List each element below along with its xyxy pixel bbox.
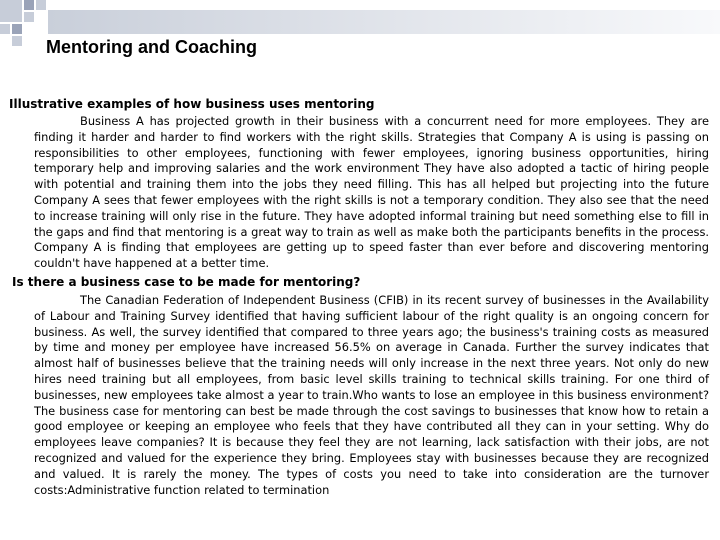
slide-title: Mentoring and Coaching [46,37,257,57]
section-paragraph: The Canadian Federation of Independent Business (CFIB) in its recent survey of businesses in the Availability of Labour and Training Survey identified that having sufficient labour of the right quality is an ongoing concern for business. As well, the survey identified that compared to three years ago; the business's training costs as measured by time and money per employee have increased 56.5% on average in Canada. Further the survey indicates that almost half of businesses believe that the training needs will only increase in the next three years. Not only do new hires need training but all employees, from basic level skills training to technical skills training. For one third of businesses, new employees take almost a year to train.Who wants to lose an employee in this business environment? The business case for mentoring can best be made through the cost savings to businesses that know how to retain a good employee or keeping an employee who feels that they have contributed all they can in your setting. Why do employees leave companies? It is because they feel they are not learning, lack satisfaction with their jobs, are not recognized and valued for the experience they bring. Employees stay with businesses because they are recognized and valued. It is rarely the money. The types of costs you need to take into consideration are the turnover costs:Administrative function related to termination [34,293,709,497]
decorative-square [24,0,34,10]
decorative-square [12,24,22,34]
section-heading: Illustrative examples of how business uses mentoring [9,97,375,111]
decorative-square [12,36,22,46]
decorative-square [0,24,10,34]
section-paragraph: Business A has projected growth in their business with a concurrent need for more employees. They are finding it harder and harder to find workers with the right skills. Strategies that Company A is using is passing on responsibilities to other employees, functioning with fewer employees, ignoring business opportunities, hiring temporary help and improving salaries and the work environment They have also adopted a tactic of hiring people with potential and training them into the jobs they need filling. This has all helped but projecting into the future Company A sees that fewer employees with the right skills is not a temporary condition. They also see that the need to increase training will only rise in the future. They have adopted informal training but need something else to fill in the gaps and find that mentoring is a great way to train as well as make both the participants benefits in the process. Company A is finding that employees are getting up to speed faster than ever before and discovering mentoring couldn't have happened at a better time. [34,114,709,271]
section-heading: Is there a business case to be made for mentoring? [12,275,361,289]
header-bar [48,10,720,34]
decorative-square [24,12,34,22]
decorative-square [36,0,46,10]
decorative-square [0,0,22,22]
